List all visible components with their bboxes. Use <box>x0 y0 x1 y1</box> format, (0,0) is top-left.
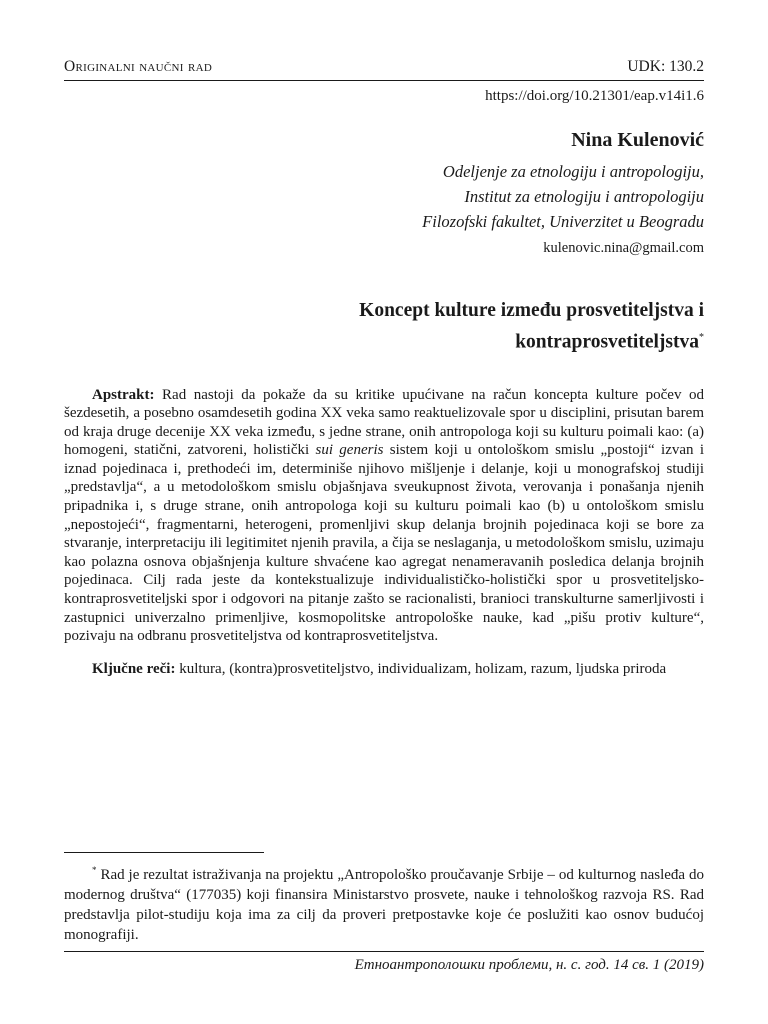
title-footnote-mark[interactable]: * <box>699 332 704 343</box>
title-line: Koncept kulture između prosvetiteljstva i <box>359 300 704 321</box>
header-row <box>64 58 704 81</box>
footnote-text: Rad je rezultat istraživanja na projektu „Antropološko proučavanje Srbije – od kulturnog nasleđa do modernog društva“ (177035) koji finansira Ministarstvo prosvete, nauke i tehnološkog razvoja RS. Rad predstavlja pilot-studiju koja ima za cilj da proveri pretpostavke koje će poslužiti kao osnov budućoj monografiji. <box>64 867 704 943</box>
affiliation-line: Filozofski fakultet, Univerzitet u Beogradu <box>422 212 704 231</box>
author-name: Nina Kulenović <box>571 129 704 151</box>
author-affiliation <box>64 159 704 234</box>
keywords-label: Ključne reči: <box>92 660 176 677</box>
abstract-label: Apstrakt: <box>92 386 155 403</box>
title-line <box>64 324 704 356</box>
keywords-text: kultura, (kontra)prosvetiteljstvo, individualizam, holizam, razum, ljudska priroda <box>175 660 667 677</box>
keywords-paragraph <box>64 660 704 679</box>
footnote <box>64 860 704 945</box>
abstract-text: sistem koji u ontološkom smislu „postoji“ izvan i iznad pojedinaca i, prethodeći im, determiniše njihovo mišljenje i delanje, koji u monografskoj studiji „predstavlja“, a u metodološkom smislu objašnjava sveukupnost života, verovanja i ponašanja njenih pripadnika i, s druge strane, onih antropologa koji su kulturu poimali kao (b) u ontološkom smislu „nepostojeći“, fragmentarni, heterogeni, promenljivi skup delanja brojnih pojedinaca koji se bore za stvaranje, interpretaciju ili legitimitet njenih pravila, a čija se neslaganja, u metodološkom smislu, uzimaju kao polazna osnova objašnjenja kulture shvaćene kao agregat nenameravanih posledica delanja brojnih pojedinaca. Cilj rada jeste da kontekstualizuje individualističko-holistički spor u prosvetiteljsko-kontraprosvetiteljski spor i odgovori na pitanje zašto se racionalisti, branioci transkulturne samerljivosti i zastupnici univerzalno primenljive, kosmopolitske antropološke nauke, kad „pišu protiv kulture“, pozivaju na odbranu prosvetiteljstva od kontraprosvetiteljstva. <box>64 442 704 645</box>
affiliation-line: Odeljenje za etnologiju i antropologiju, <box>442 162 704 181</box>
footnote-mark: * <box>92 865 97 875</box>
abstract-paragraph <box>64 386 704 646</box>
footnote-divider <box>64 852 264 853</box>
journal-footer: Етноантрополошки проблеми, н. с. год. 14 св. 1 (2019) <box>64 951 704 974</box>
abstract-text: Rad nastoji da pokaže da su kritike upućivane na račun koncepta kulture počev od šezdesetih, a posebno osamdesetih godina XX veka samo reaktuelizovale spor u disciplini, prisutan barem od kraja druge decenije XX veka između, s jedne strane, onih antropologa koji su kulturu poimali kao: (a) homogeni, statični, zatvoreni, holistički <box>64 386 704 459</box>
doi-link[interactable]: https://doi.org/10.21301/eap.v14i1.6 <box>485 88 704 104</box>
paper-title <box>64 297 704 356</box>
author-email[interactable]: kulenovic.nina@gmail.com <box>543 240 704 256</box>
affiliation-line: Institut za etnologiju i antropologiju <box>464 187 704 206</box>
abstract-italic-term: sui generis <box>315 442 384 459</box>
udk-code: UDK: 130.2 <box>627 58 704 75</box>
title-line-text: kontraprosvetiteljstva <box>515 331 699 353</box>
section-label: Originalni naučni rad <box>64 58 213 75</box>
page-content <box>64 58 704 679</box>
